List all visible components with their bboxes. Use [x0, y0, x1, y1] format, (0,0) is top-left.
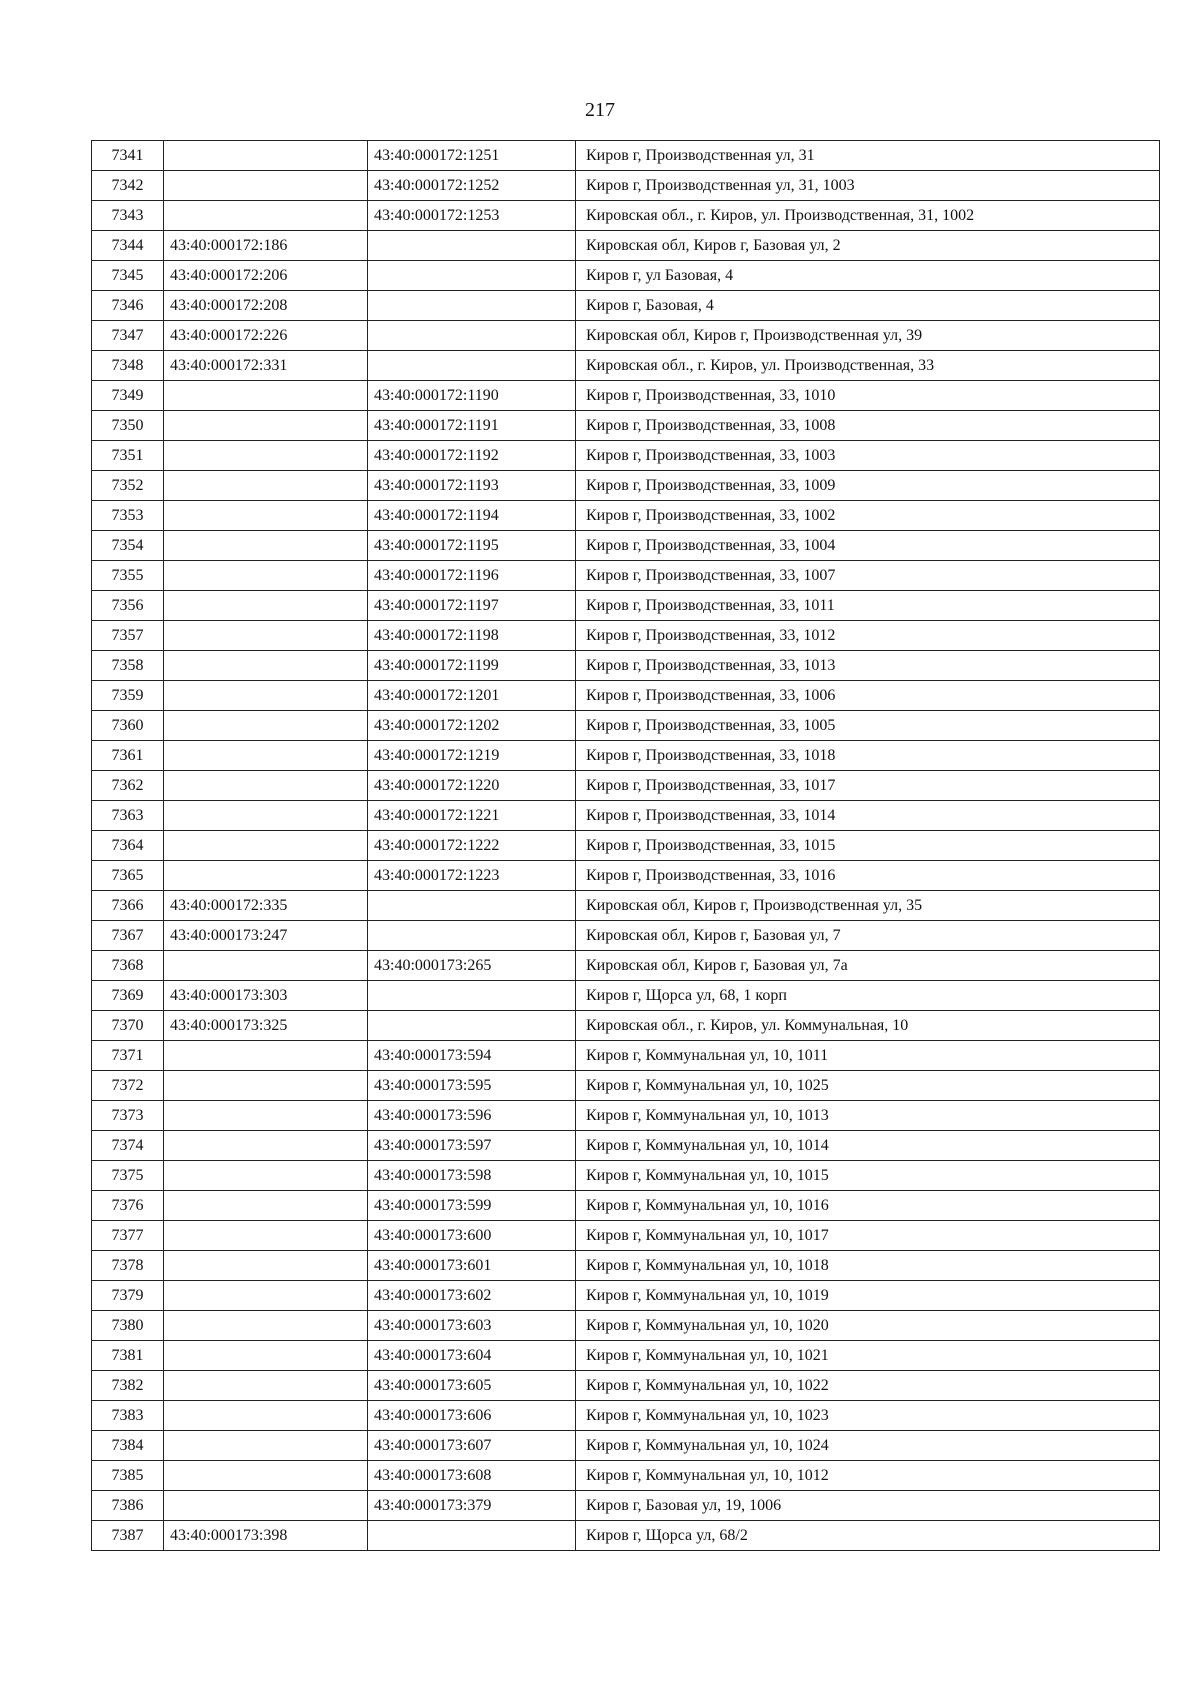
- object-cadastral-number-cell: 43:40:000173:379: [368, 1491, 576, 1521]
- object-cadastral-number-cell: [368, 261, 576, 291]
- address-cell: Киров г, Коммунальная ул, 10, 1019: [576, 1281, 1160, 1311]
- address-cell: Киров г, Производственная, 33, 1010: [576, 381, 1160, 411]
- object-cadastral-number-cell: 43:40:000173:602: [368, 1281, 576, 1311]
- table-row: [92, 171, 1160, 201]
- table-row: [92, 1491, 1160, 1521]
- address-cell: Кировская обл, Киров г, Базовая ул, 7: [576, 921, 1160, 951]
- parcel-cadastral-number-cell: 43:40:000173:325: [164, 1011, 368, 1041]
- table-row: [92, 651, 1160, 681]
- table-row: [92, 711, 1160, 741]
- page-number: 217: [585, 99, 615, 121]
- parcel-cadastral-number-cell: [164, 1101, 368, 1131]
- table-row: [92, 1071, 1160, 1101]
- table-row: [92, 1191, 1160, 1221]
- table-row: [92, 141, 1160, 171]
- parcel-cadastral-number-cell: 43:40:000172:186: [164, 231, 368, 261]
- object-cadastral-number-cell: 43:40:000173:604: [368, 1341, 576, 1371]
- address-cell: Киров г, Производственная, 33, 1016: [576, 861, 1160, 891]
- table-row: [92, 561, 1160, 591]
- object-cadastral-number-cell: 43:40:000173:607: [368, 1431, 576, 1461]
- parcel-cadastral-number-cell: [164, 441, 368, 471]
- object-cadastral-number-cell: 43:40:000172:1222: [368, 831, 576, 861]
- object-cadastral-number-cell: [368, 1521, 576, 1551]
- parcel-cadastral-number-cell: 43:40:000172:208: [164, 291, 368, 321]
- address-cell: Киров г, Коммунальная ул, 10, 1018: [576, 1251, 1160, 1281]
- row-number-cell: 7378: [92, 1251, 164, 1281]
- row-number-cell: 7382: [92, 1371, 164, 1401]
- table-row: [92, 1371, 1160, 1401]
- table-row: [92, 471, 1160, 501]
- parcel-cadastral-number-cell: [164, 381, 368, 411]
- parcel-cadastral-number-cell: [164, 1251, 368, 1281]
- row-number-cell: 7341: [92, 141, 164, 171]
- object-cadastral-number-cell: [368, 291, 576, 321]
- table-row: [92, 1101, 1160, 1131]
- parcel-cadastral-number-cell: [164, 1311, 368, 1341]
- object-cadastral-number-cell: [368, 351, 576, 381]
- object-cadastral-number-cell: [368, 231, 576, 261]
- table-row: [92, 921, 1160, 951]
- row-number-cell: 7347: [92, 321, 164, 351]
- row-number-cell: 7360: [92, 711, 164, 741]
- row-number-cell: 7359: [92, 681, 164, 711]
- table-row: [92, 291, 1160, 321]
- table-row: [92, 681, 1160, 711]
- parcel-cadastral-number-cell: [164, 1341, 368, 1371]
- address-cell: Киров г, Производственная, 33, 1015: [576, 831, 1160, 861]
- address-cell: Кировская обл., г. Киров, ул. Производственная, 33: [576, 351, 1160, 381]
- address-cell: Киров г, Производственная ул, 31, 1003: [576, 171, 1160, 201]
- object-cadastral-number-cell: 43:40:000172:1219: [368, 741, 576, 771]
- table-row: [92, 951, 1160, 981]
- address-cell: Кировская обл., г. Киров, ул. Коммунальная, 10: [576, 1011, 1160, 1041]
- address-cell: Киров г, Производственная, 33, 1014: [576, 801, 1160, 831]
- parcel-cadastral-number-cell: [164, 1461, 368, 1491]
- table-row: [92, 1431, 1160, 1461]
- row-number-cell: 7377: [92, 1221, 164, 1251]
- parcel-cadastral-number-cell: [164, 831, 368, 861]
- parcel-cadastral-number-cell: [164, 141, 368, 171]
- row-number-cell: 7367: [92, 921, 164, 951]
- address-cell: Киров г, Коммунальная ул, 10, 1017: [576, 1221, 1160, 1251]
- address-cell: Киров г, Производственная, 33, 1004: [576, 531, 1160, 561]
- object-cadastral-number-cell: 43:40:000172:1190: [368, 381, 576, 411]
- object-cadastral-number-cell: 43:40:000172:1201: [368, 681, 576, 711]
- address-cell: Киров г, ул Базовая, 4: [576, 261, 1160, 291]
- object-cadastral-number-cell: 43:40:000173:596: [368, 1101, 576, 1131]
- object-cadastral-number-cell: 43:40:000173:608: [368, 1461, 576, 1491]
- table-row: [92, 1131, 1160, 1161]
- table-row: [92, 1281, 1160, 1311]
- address-cell: Киров г, Коммунальная ул, 10, 1020: [576, 1311, 1160, 1341]
- parcel-cadastral-number-cell: [164, 201, 368, 231]
- parcel-cadastral-number-cell: 43:40:000173:247: [164, 921, 368, 951]
- address-cell: Киров г, Производственная, 33, 1003: [576, 441, 1160, 471]
- parcel-cadastral-number-cell: [164, 1491, 368, 1521]
- table-row: [92, 1341, 1160, 1371]
- table-row: [92, 891, 1160, 921]
- row-number-cell: 7369: [92, 981, 164, 1011]
- address-cell: Кировская обл, Киров г, Производственная ул, 39: [576, 321, 1160, 351]
- table-row: [92, 531, 1160, 561]
- object-cadastral-number-cell: 43:40:000172:1251: [368, 141, 576, 171]
- row-number-cell: 7373: [92, 1101, 164, 1131]
- object-cadastral-number-cell: 43:40:000172:1202: [368, 711, 576, 741]
- object-cadastral-number-cell: 43:40:000173:598: [368, 1161, 576, 1191]
- address-cell: Киров г, Коммунальная ул, 10, 1022: [576, 1371, 1160, 1401]
- parcel-cadastral-number-cell: [164, 1131, 368, 1161]
- parcel-cadastral-number-cell: [164, 1041, 368, 1071]
- object-cadastral-number-cell: 43:40:000173:606: [368, 1401, 576, 1431]
- table-row: [92, 321, 1160, 351]
- row-number-cell: 7363: [92, 801, 164, 831]
- row-number-cell: 7351: [92, 441, 164, 471]
- address-cell: Киров г, Производственная, 33, 1008: [576, 411, 1160, 441]
- parcel-cadastral-number-cell: [164, 561, 368, 591]
- row-number-cell: 7356: [92, 591, 164, 621]
- row-number-cell: 7344: [92, 231, 164, 261]
- address-cell: Киров г, Производственная, 33, 1013: [576, 651, 1160, 681]
- parcel-cadastral-number-cell: [164, 171, 368, 201]
- parcel-cadastral-number-cell: [164, 681, 368, 711]
- row-number-cell: 7355: [92, 561, 164, 591]
- address-cell: Киров г, Производственная ул, 31: [576, 141, 1160, 171]
- parcel-cadastral-number-cell: [164, 1221, 368, 1251]
- row-number-cell: 7376: [92, 1191, 164, 1221]
- object-cadastral-number-cell: 43:40:000172:1252: [368, 171, 576, 201]
- object-cadastral-number-cell: 43:40:000172:1194: [368, 501, 576, 531]
- parcel-cadastral-number-cell: 43:40:000172:331: [164, 351, 368, 381]
- parcel-cadastral-number-cell: [164, 741, 368, 771]
- address-cell: Киров г, Производственная, 33, 1007: [576, 561, 1160, 591]
- object-cadastral-number-cell: [368, 921, 576, 951]
- address-cell: Киров г, Базовая ул, 19, 1006: [576, 1491, 1160, 1521]
- parcel-cadastral-number-cell: [164, 1281, 368, 1311]
- parcel-cadastral-number-cell: [164, 411, 368, 441]
- table-row: [92, 591, 1160, 621]
- address-cell: Киров г, Базовая, 4: [576, 291, 1160, 321]
- address-cell: Киров г, Коммунальная ул, 10, 1015: [576, 1161, 1160, 1191]
- table-row: [92, 1221, 1160, 1251]
- object-cadastral-number-cell: [368, 981, 576, 1011]
- registry-table: [91, 140, 1160, 1551]
- parcel-cadastral-number-cell: [164, 1191, 368, 1221]
- row-number-cell: 7368: [92, 951, 164, 981]
- object-cadastral-number-cell: 43:40:000172:1223: [368, 861, 576, 891]
- address-cell: Киров г, Производственная, 33, 1006: [576, 681, 1160, 711]
- object-cadastral-number-cell: 43:40:000172:1195: [368, 531, 576, 561]
- row-number-cell: 7364: [92, 831, 164, 861]
- address-cell: Киров г, Производственная, 33, 1002: [576, 501, 1160, 531]
- row-number-cell: 7386: [92, 1491, 164, 1521]
- parcel-cadastral-number-cell: 43:40:000172:226: [164, 321, 368, 351]
- object-cadastral-number-cell: 43:40:000172:1193: [368, 471, 576, 501]
- object-cadastral-number-cell: [368, 321, 576, 351]
- row-number-cell: 7353: [92, 501, 164, 531]
- row-number-cell: 7346: [92, 291, 164, 321]
- table-row: [92, 381, 1160, 411]
- address-cell: Киров г, Коммунальная ул, 10, 1025: [576, 1071, 1160, 1101]
- object-cadastral-number-cell: 43:40:000172:1198: [368, 621, 576, 651]
- parcel-cadastral-number-cell: [164, 1071, 368, 1101]
- row-number-cell: 7381: [92, 1341, 164, 1371]
- object-cadastral-number-cell: 43:40:000173:605: [368, 1371, 576, 1401]
- object-cadastral-number-cell: 43:40:000173:601: [368, 1251, 576, 1281]
- parcel-cadastral-number-cell: [164, 531, 368, 561]
- row-number-cell: 7379: [92, 1281, 164, 1311]
- address-cell: Киров г, Щорса ул, 68/2: [576, 1521, 1160, 1551]
- parcel-cadastral-number-cell: [164, 1161, 368, 1191]
- row-number-cell: 7365: [92, 861, 164, 891]
- parcel-cadastral-number-cell: 43:40:000172:335: [164, 891, 368, 921]
- address-cell: Киров г, Коммунальная ул, 10, 1012: [576, 1461, 1160, 1491]
- row-number-cell: 7354: [92, 531, 164, 561]
- object-cadastral-number-cell: 43:40:000172:1191: [368, 411, 576, 441]
- object-cadastral-number-cell: 43:40:000172:1196: [368, 561, 576, 591]
- row-number-cell: 7348: [92, 351, 164, 381]
- address-cell: Киров г, Производственная, 33, 1012: [576, 621, 1160, 651]
- object-cadastral-number-cell: 43:40:000172:1199: [368, 651, 576, 681]
- table-row: [92, 501, 1160, 531]
- object-cadastral-number-cell: 43:40:000172:1197: [368, 591, 576, 621]
- parcel-cadastral-number-cell: [164, 711, 368, 741]
- object-cadastral-number-cell: 43:40:000173:600: [368, 1221, 576, 1251]
- row-number-cell: 7374: [92, 1131, 164, 1161]
- row-number-cell: 7384: [92, 1431, 164, 1461]
- row-number-cell: 7358: [92, 651, 164, 681]
- table-row: [92, 201, 1160, 231]
- address-cell: Киров г, Коммунальная ул, 10, 1023: [576, 1401, 1160, 1431]
- parcel-cadastral-number-cell: [164, 801, 368, 831]
- table-row: [92, 1161, 1160, 1191]
- row-number-cell: 7357: [92, 621, 164, 651]
- row-number-cell: 7372: [92, 1071, 164, 1101]
- object-cadastral-number-cell: 43:40:000172:1221: [368, 801, 576, 831]
- object-cadastral-number-cell: 43:40:000173:599: [368, 1191, 576, 1221]
- table-row: [92, 771, 1160, 801]
- object-cadastral-number-cell: 43:40:000172:1220: [368, 771, 576, 801]
- row-number-cell: 7361: [92, 741, 164, 771]
- table-row: [92, 411, 1160, 441]
- object-cadastral-number-cell: 43:40:000172:1253: [368, 201, 576, 231]
- table-row: [92, 441, 1160, 471]
- parcel-cadastral-number-cell: [164, 1431, 368, 1461]
- table-row: [92, 831, 1160, 861]
- parcel-cadastral-number-cell: 43:40:000172:206: [164, 261, 368, 291]
- row-number-cell: 7345: [92, 261, 164, 291]
- row-number-cell: 7343: [92, 201, 164, 231]
- object-cadastral-number-cell: 43:40:000173:594: [368, 1041, 576, 1071]
- object-cadastral-number-cell: 43:40:000173:265: [368, 951, 576, 981]
- object-cadastral-number-cell: 43:40:000173:603: [368, 1311, 576, 1341]
- row-number-cell: 7383: [92, 1401, 164, 1431]
- address-cell: Кировская обл, Киров г, Базовая ул, 7а: [576, 951, 1160, 981]
- parcel-cadastral-number-cell: 43:40:000173:398: [164, 1521, 368, 1551]
- address-cell: Киров г, Производственная, 33, 1011: [576, 591, 1160, 621]
- table-row: [92, 801, 1160, 831]
- table-row: [92, 1401, 1160, 1431]
- row-number-cell: 7342: [92, 171, 164, 201]
- table-row: [92, 861, 1160, 891]
- object-cadastral-number-cell: [368, 1011, 576, 1041]
- row-number-cell: 7375: [92, 1161, 164, 1191]
- table-row: [92, 1041, 1160, 1071]
- address-cell: Киров г, Коммунальная ул, 10, 1016: [576, 1191, 1160, 1221]
- row-number-cell: 7349: [92, 381, 164, 411]
- parcel-cadastral-number-cell: [164, 1371, 368, 1401]
- address-cell: Киров г, Производственная, 33, 1018: [576, 741, 1160, 771]
- parcel-cadastral-number-cell: [164, 621, 368, 651]
- row-number-cell: 7370: [92, 1011, 164, 1041]
- row-number-cell: 7380: [92, 1311, 164, 1341]
- address-cell: Киров г, Коммунальная ул, 10, 1014: [576, 1131, 1160, 1161]
- table-row: [92, 1521, 1160, 1551]
- object-cadastral-number-cell: [368, 891, 576, 921]
- table-row: [92, 351, 1160, 381]
- table-row: [92, 261, 1160, 291]
- parcel-cadastral-number-cell: [164, 771, 368, 801]
- object-cadastral-number-cell: 43:40:000173:597: [368, 1131, 576, 1161]
- address-cell: Киров г, Щорса ул, 68, 1 корп: [576, 981, 1160, 1011]
- parcel-cadastral-number-cell: [164, 951, 368, 981]
- address-cell: Киров г, Производственная, 33, 1009: [576, 471, 1160, 501]
- table-row: [92, 1011, 1160, 1041]
- address-cell: Киров г, Коммунальная ул, 10, 1021: [576, 1341, 1160, 1371]
- parcel-cadastral-number-cell: [164, 471, 368, 501]
- table-row: [92, 621, 1160, 651]
- parcel-cadastral-number-cell: [164, 591, 368, 621]
- address-cell: Кировская обл, Киров г, Производственная ул, 35: [576, 891, 1160, 921]
- address-cell: Киров г, Коммунальная ул, 10, 1024: [576, 1431, 1160, 1461]
- address-cell: Киров г, Производственная, 33, 1005: [576, 711, 1160, 741]
- address-cell: Кировская обл, Киров г, Базовая ул, 2: [576, 231, 1160, 261]
- table-row: [92, 1461, 1160, 1491]
- address-cell: Кировская обл., г. Киров, ул. Производственная, 31, 1002: [576, 201, 1160, 231]
- parcel-cadastral-number-cell: 43:40:000173:303: [164, 981, 368, 1011]
- table-row: [92, 1251, 1160, 1281]
- table-row: [92, 981, 1160, 1011]
- parcel-cadastral-number-cell: [164, 651, 368, 681]
- object-cadastral-number-cell: 43:40:000173:595: [368, 1071, 576, 1101]
- registry-table-body: [92, 141, 1160, 1551]
- row-number-cell: 7352: [92, 471, 164, 501]
- row-number-cell: 7366: [92, 891, 164, 921]
- parcel-cadastral-number-cell: [164, 501, 368, 531]
- address-cell: Киров г, Коммунальная ул, 10, 1011: [576, 1041, 1160, 1071]
- parcel-cadastral-number-cell: [164, 861, 368, 891]
- table-row: [92, 741, 1160, 771]
- row-number-cell: 7387: [92, 1521, 164, 1551]
- row-number-cell: 7362: [92, 771, 164, 801]
- row-number-cell: 7371: [92, 1041, 164, 1071]
- row-number-cell: 7385: [92, 1461, 164, 1491]
- address-cell: Киров г, Производственная, 33, 1017: [576, 771, 1160, 801]
- parcel-cadastral-number-cell: [164, 1401, 368, 1431]
- table-row: [92, 231, 1160, 261]
- row-number-cell: 7350: [92, 411, 164, 441]
- object-cadastral-number-cell: 43:40:000172:1192: [368, 441, 576, 471]
- address-cell: Киров г, Коммунальная ул, 10, 1013: [576, 1101, 1160, 1131]
- table-row: [92, 1311, 1160, 1341]
